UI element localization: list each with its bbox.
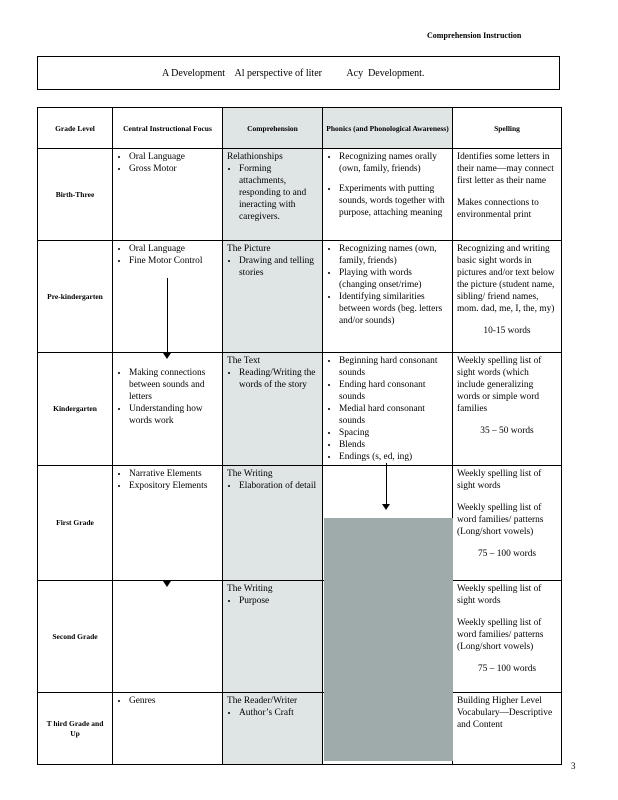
word-count: 35 – 50 words xyxy=(480,426,534,436)
list-item: • Ending hard consonant sounds xyxy=(339,379,448,403)
spelling-cell xyxy=(453,353,562,466)
list-item: • Forming attachments, responding to and ineracting with caregivers. xyxy=(239,163,318,223)
grade-cell: Second Grade xyxy=(38,581,113,693)
list-item: • Reading/Writing the words of the story xyxy=(239,367,318,391)
list-item: • Beginning hard consonant sounds xyxy=(339,355,448,379)
grade-cell: First Grade xyxy=(38,466,113,581)
focus-cell xyxy=(113,581,223,693)
comprehension-cell xyxy=(223,581,323,693)
list-item: • Recognizing names orally (own, family, friends) xyxy=(339,151,448,175)
spelling-text: Identifies some letters in their name—may connect first letter as their name xyxy=(457,152,554,186)
table-row xyxy=(38,581,562,693)
list-item: • Making connections between sounds and letters xyxy=(129,367,218,403)
list-item: • Recognizing names (own, family, friends) xyxy=(339,243,448,267)
spelling-text: Weekly spelling list of sight words xyxy=(457,584,542,606)
spelling-text: Weekly spelling list of word families/ patterns (Long/short vowels) xyxy=(457,503,544,537)
list-item: • Author’s Craft xyxy=(239,707,318,719)
list-item: • Genres xyxy=(129,695,218,707)
running-header: Comprehension Instruction xyxy=(427,31,522,40)
list-item: • Playing with words (changing onset/rime) xyxy=(339,267,448,291)
list-item: • Medial hard consonant sounds xyxy=(339,403,448,427)
phonics-cell xyxy=(323,241,453,353)
col-header-focus: Central Instructional Focus xyxy=(113,108,223,149)
table-row xyxy=(38,149,562,241)
grade-cell: T hird Grade and Up xyxy=(38,693,113,765)
comprehension-cell xyxy=(223,241,323,353)
phonics-cell xyxy=(323,149,453,241)
word-count: 75 – 100 words xyxy=(477,664,537,674)
focus-cell xyxy=(113,466,223,581)
list-item: • Narrative Elements xyxy=(129,468,218,480)
focus-cell xyxy=(113,149,223,241)
comprehension-heading: The Writing xyxy=(227,584,273,594)
spelling-text: Recognizing and writing basic sight words in pictures and/or text below the picture (student name, sibling/ friend names, mom. dad, me, I, the, my) xyxy=(457,244,555,314)
comprehension-heading: The Text xyxy=(227,356,261,366)
list-item: • Identifying similarities between words (beg. letters and/or sounds) xyxy=(339,291,448,327)
grade-cell: Pre-kindergarten xyxy=(38,241,113,353)
arrow-head-icon xyxy=(163,581,171,587)
focus-cell xyxy=(113,353,223,466)
comprehension-cell xyxy=(223,693,323,765)
phonics-continuation-block xyxy=(324,518,453,761)
comprehension-heading: The Picture xyxy=(227,244,271,254)
word-count: 75 – 100 words xyxy=(477,549,537,559)
spelling-cell xyxy=(453,581,562,693)
list-item: • Purpose xyxy=(239,595,318,607)
list-item: • Oral Language xyxy=(129,151,218,163)
table-row xyxy=(38,693,562,765)
page-number: 3 xyxy=(571,761,576,771)
table-row xyxy=(38,466,562,581)
phonics-cell xyxy=(323,353,453,466)
grade-cell: Kindergarten xyxy=(38,353,113,466)
title-box xyxy=(37,56,560,90)
literacy-development-table xyxy=(37,107,562,765)
comprehension-cell xyxy=(223,149,323,241)
spelling-text: Weekly spelling list of word families/ patterns (Long/short vowels) xyxy=(457,618,544,652)
phonics-continuation-arrow xyxy=(386,463,387,505)
list-item: • Elaboration of detail xyxy=(239,480,318,492)
comprehension-heading: Relathionships xyxy=(227,152,283,162)
focus-cell xyxy=(113,693,223,765)
comprehension-cell xyxy=(223,353,323,466)
list-item: • Oral Language xyxy=(129,243,218,255)
spelling-text: Weekly spelling list of sight words (which include generalizing words or simple word families xyxy=(457,356,542,414)
list-item: • Experiments with putting sounds, words together with purpose, attaching meaning xyxy=(339,183,448,219)
list-item: • Endings (s, ed, ing) xyxy=(339,451,448,463)
col-header-phonics: Phonics (and Phonological Awareness) xyxy=(323,108,453,149)
spelling-text: Building Higher Level Vocabulary—Descriptive and Content xyxy=(457,696,553,730)
spelling-cell xyxy=(453,241,562,353)
col-header-spelling: Spelling xyxy=(453,108,562,149)
grade-cell: Birth-Three xyxy=(38,149,113,241)
arrow-head-icon xyxy=(163,353,171,359)
list-item: • Expository Elements xyxy=(129,480,218,492)
list-item: • Understanding how words work xyxy=(129,403,218,427)
comprehension-cell xyxy=(223,466,323,581)
col-header-grade: Grade Level xyxy=(38,108,113,149)
spelling-text: Makes connections to environmental print xyxy=(457,198,539,220)
word-count: 10-15 words xyxy=(483,326,531,336)
focus-continuation-arrow xyxy=(167,278,168,354)
spelling-cell xyxy=(453,466,562,581)
table-row xyxy=(38,353,562,466)
comprehension-heading: The Reader/Writer xyxy=(227,696,298,706)
spelling-cell xyxy=(453,693,562,765)
list-item: • Blends xyxy=(339,439,448,451)
list-item: • Gross Motor xyxy=(129,163,218,175)
table-header-row xyxy=(38,108,562,149)
arrow-head-icon xyxy=(382,504,390,510)
comprehension-heading: The Writing xyxy=(227,469,273,479)
table-row xyxy=(38,241,562,353)
col-header-comprehension: Comprehension xyxy=(223,108,323,149)
document-title: A Development Al perspective of liter Acy Development. xyxy=(162,68,425,79)
list-item: • Drawing and telling stories xyxy=(239,255,318,279)
spelling-cell xyxy=(453,149,562,241)
list-item: • Fine Motor Control xyxy=(129,255,218,267)
list-item: • Spacing xyxy=(339,427,448,439)
spelling-text: Weekly spelling list of sight words xyxy=(457,469,542,491)
